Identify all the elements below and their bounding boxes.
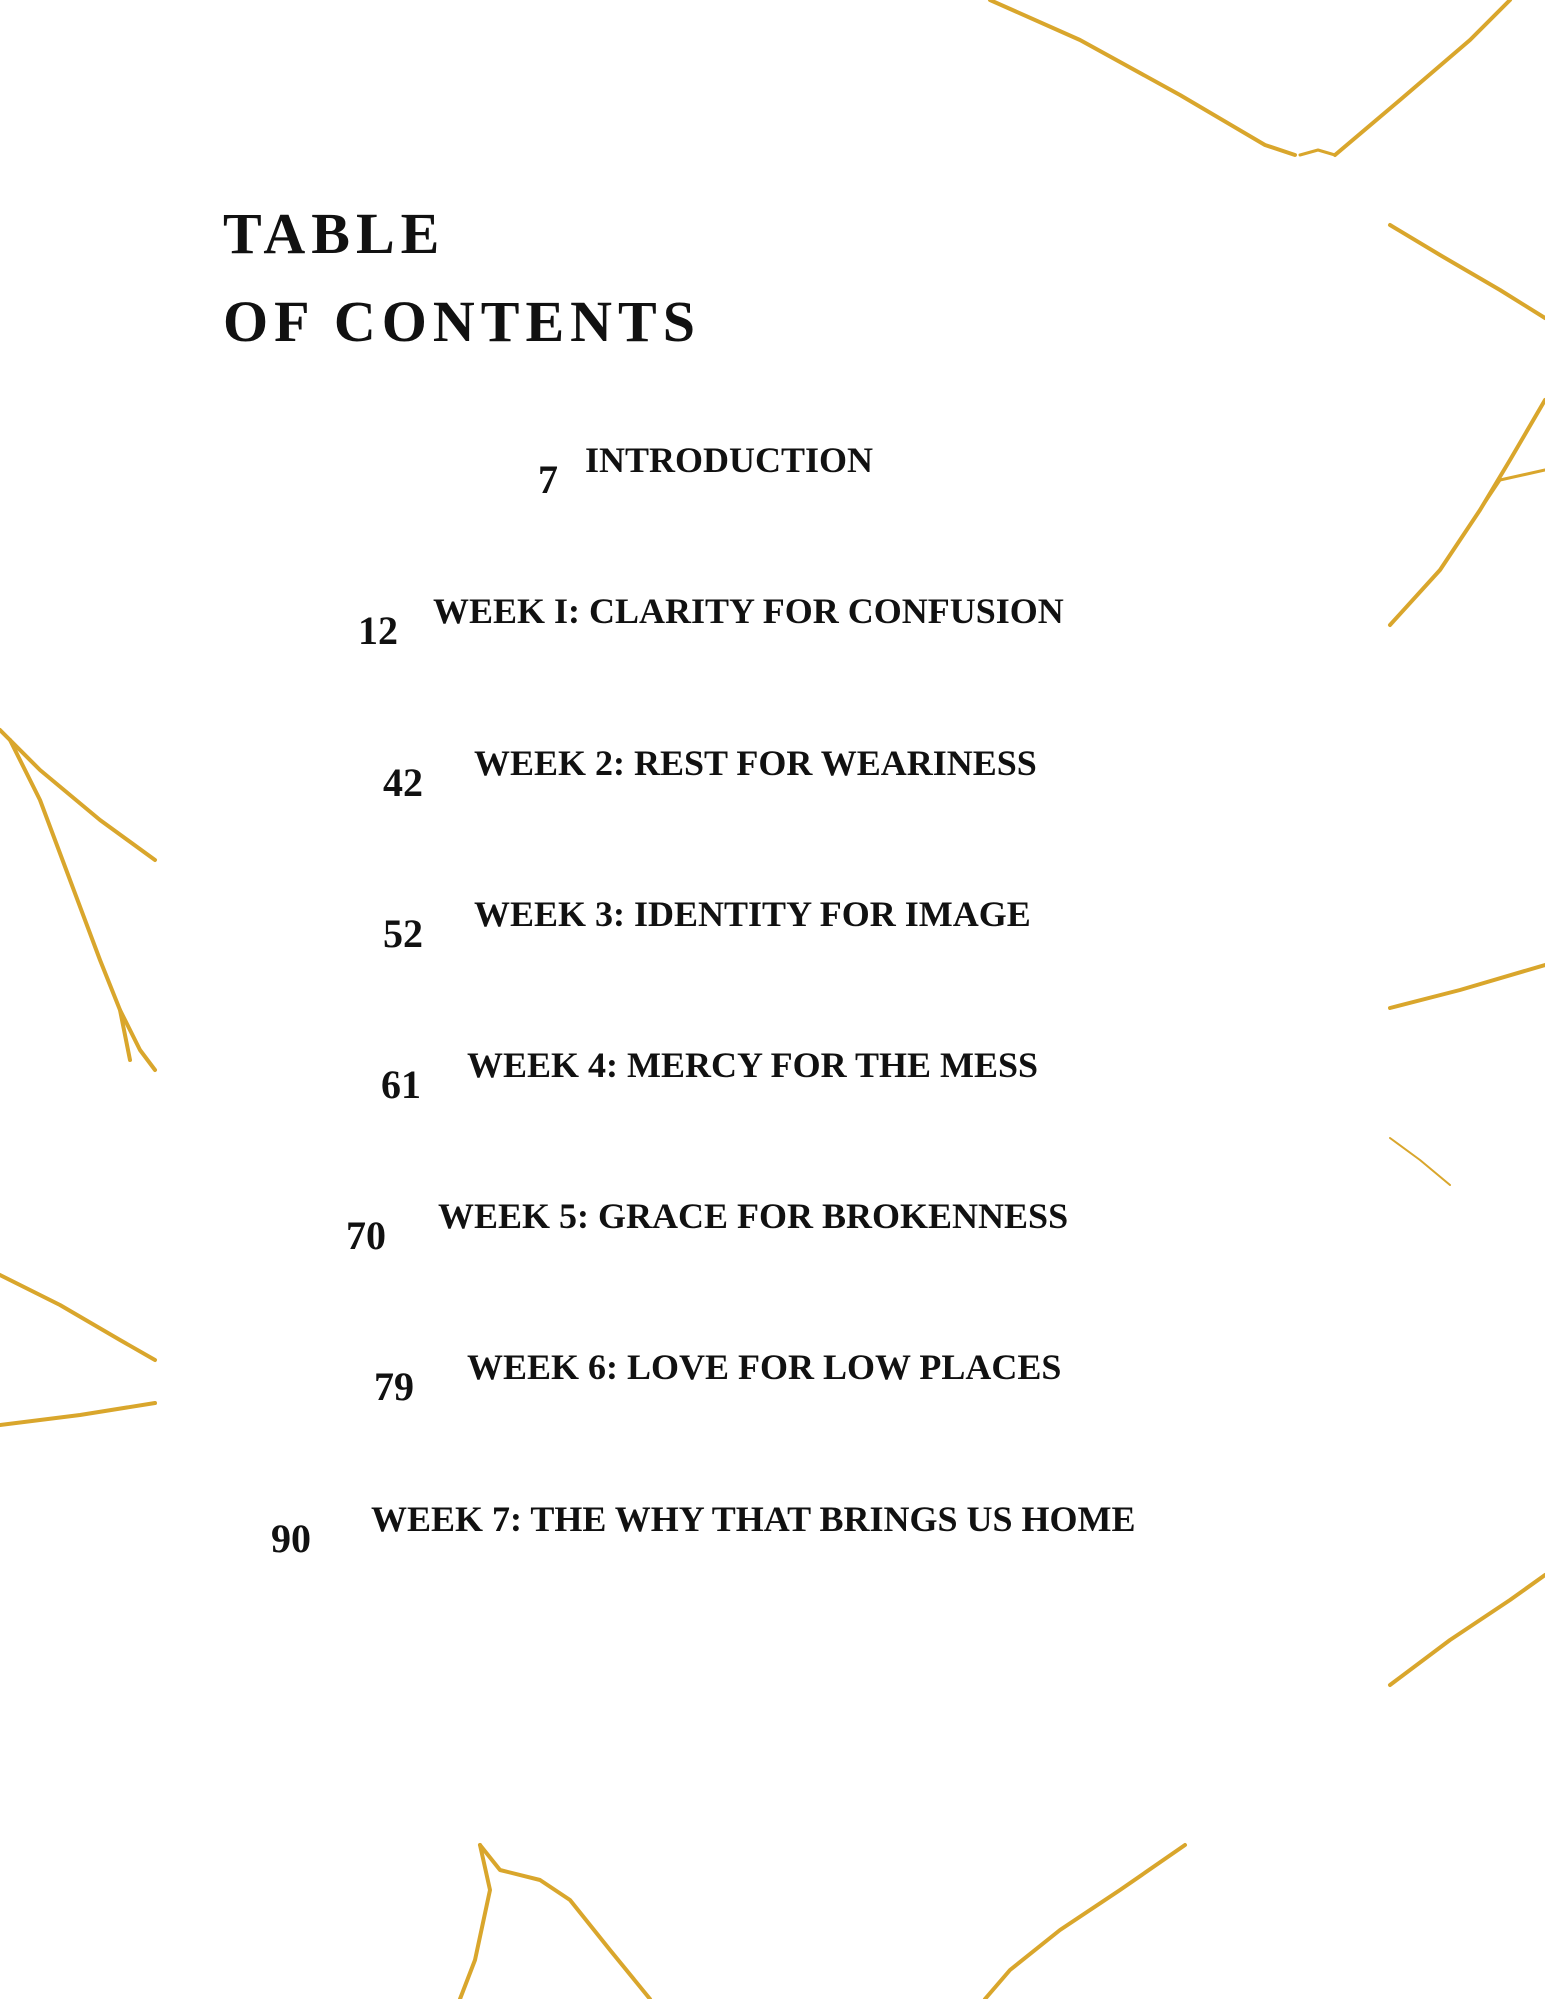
toc-page-number: 52 xyxy=(383,911,423,956)
toc-page-number: 42 xyxy=(383,760,423,805)
toc-page-number: 79 xyxy=(374,1364,414,1409)
toc-page-number: 70 xyxy=(346,1213,386,1258)
toc-entry-week-6 xyxy=(0,1347,1545,1407)
toc-page-number: 61 xyxy=(381,1062,421,1107)
toc-entry-title: WEEK I: CLARITY FOR CONFUSION xyxy=(433,591,1064,631)
toc-entry-week-1 xyxy=(0,591,1545,651)
toc-entry-title: WEEK 5: GRACE FOR BROKENNESS xyxy=(438,1196,1069,1236)
toc-entry-week-5 xyxy=(0,1196,1545,1256)
toc-entry-week-3 xyxy=(0,894,1545,954)
toc-entry-title: WEEK 4: MERCY FOR THE MESS xyxy=(467,1045,1039,1085)
toc-entry-title: WEEK 7: THE WHY THAT BRINGS US HOME xyxy=(371,1499,1136,1539)
toc-page-number: 7 xyxy=(538,457,558,502)
page-title-line-1: TABLE xyxy=(223,201,446,266)
toc-entry-title: WEEK 3: IDENTITY FOR IMAGE xyxy=(474,894,1031,934)
toc-entry-title: INTRODUCTION xyxy=(585,440,874,480)
toc-entry-title: WEEK 2: REST FOR WEARINESS xyxy=(474,743,1037,783)
toc-entry-week-2 xyxy=(0,743,1545,803)
page-title-line-2: OF CONTENTS xyxy=(223,289,701,354)
toc-entry-week-4 xyxy=(0,1045,1545,1105)
toc-entry-title: WEEK 6: LOVE FOR LOW PLACES xyxy=(467,1347,1062,1387)
page-title xyxy=(223,190,701,366)
toc-page-number: 90 xyxy=(271,1516,311,1561)
toc-entry-introduction xyxy=(0,440,1545,500)
toc-page-number: 12 xyxy=(358,608,398,653)
toc-entry-week-7 xyxy=(0,1499,1545,1559)
